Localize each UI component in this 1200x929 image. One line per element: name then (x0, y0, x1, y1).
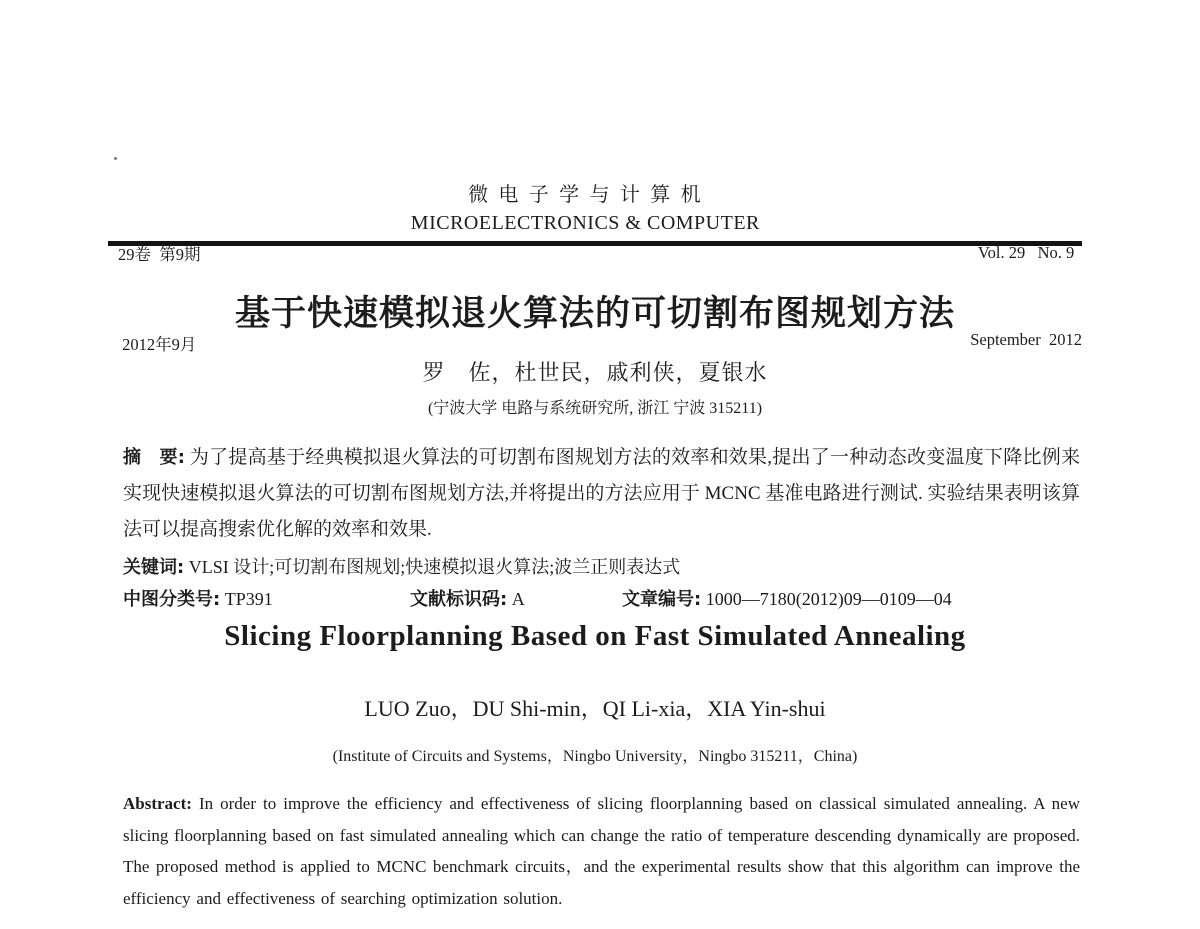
clc-label: 中图分类号: (123, 589, 221, 610)
header-double-rule (108, 241, 1082, 246)
document-code (410, 582, 622, 617)
keywords-line (123, 550, 1080, 585)
date-en: September 2012 (970, 330, 1082, 349)
keywords-text: VLSI 设计;可切割布图规划;快速模拟退火算法;波兰正则表达式 (184, 557, 681, 577)
article-id-value: 1000—7180(2012)09—0109—04 (701, 589, 952, 609)
abstract-label-zh: 摘 要: (123, 447, 185, 468)
journal-name-zh: 微 电 子 学 与 计 算 机 (468, 182, 703, 206)
clc-value: TP391 (220, 589, 273, 609)
abstract-text-en: In order to improve the efficiency and effectiveness of slicing floorplanning based on classical simulated annealing. A new slicing floorplanning based on fast simulated annealing which can change the ratio of temperature descending dynamically are proposed. The proposed method is applied to MCNC benchmark circuits，and the experimental results show that this algorithm can improve the efficiency and effectiveness of searching optimization solution. (123, 794, 1080, 908)
abstract-en (123, 788, 1080, 914)
paper-title-en: Slicing Floorplanning Based on Fast Simulated Annealing (224, 620, 966, 652)
abstract-label-en: Abstract: (123, 794, 192, 813)
document-code-value: A (507, 589, 525, 609)
affiliation-zh: (宁波大学 电路与系统研究所, 浙江 宁波 315211) (427, 400, 763, 417)
authors-en: LUO Zuo，DU Shi-min，QI Li-xia，XIA Yin-shui (364, 696, 826, 721)
date-zh: 2012年9月 (122, 335, 197, 354)
journal-name-en: MICROELECTRONICS & COMPUTER (410, 212, 760, 234)
keywords-label: 关键词: (123, 557, 185, 578)
clc-number (123, 582, 410, 617)
abstract-zh (123, 440, 1080, 548)
article-id-label: 文章编号: (622, 589, 702, 610)
authors-zh: 罗 佐，杜世民，戚利侠，夏银水 (422, 360, 768, 385)
document-code-label: 文献标识码: (410, 589, 508, 610)
classification-row (123, 582, 1080, 617)
affiliation-en: (Institute of Circuits and Systems，Ningbo University，Ningbo 315211，China) (332, 748, 858, 765)
journal-name (411, 180, 760, 238)
scan-artifact-speck (114, 157, 117, 160)
abstract-text-zh: 为了提高基于经典模拟退火算法的可切割布图规划方法的效率和效果,提出了一种动态改变温度下降比例来实现快速模拟退火算法的可切割布图规划方法,并将提出的方法应用于 MCNC 基准电路进行测试. 实验结果表明该算法可以提高搜索优化解的效率和效果. (123, 447, 1080, 540)
article-id (622, 582, 1080, 617)
volume-issue-en: Vol. 29 No. 9 (977, 243, 1075, 262)
volume-issue-zh: 29卷 第9期 (118, 245, 201, 264)
paper-title-zh: 基于快速模拟退火算法的可切割布图规划方法 (234, 294, 955, 334)
